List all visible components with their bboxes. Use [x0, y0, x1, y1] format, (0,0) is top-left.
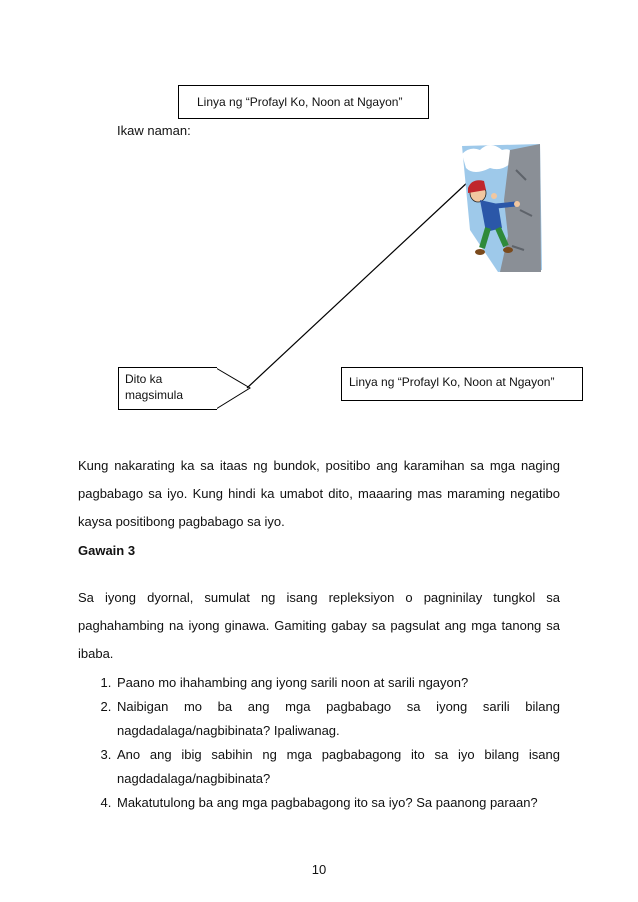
question-list: [78, 671, 560, 815]
page-number: 10: [311, 862, 327, 877]
list-item: 4. Makatutulong ba ang mga pagbabagong ito sa iyo? Sa paanong paraan?: [115, 791, 560, 815]
bottom-profile-line-label: [341, 367, 583, 401]
start-here-label: Dito ka magsimula: [125, 372, 184, 402]
list-item: 1. Paano mo ihahambing ang iyong sarili noon at sarili ngayon?: [115, 671, 560, 695]
reflection-questions: [78, 671, 560, 815]
list-item: 3. Ano ang ibig sabihin ng mga pagbabagong ito sa iyo bilang isang nagdadalaga/nagbibinata?: [115, 743, 560, 791]
progress-line: [247, 180, 470, 388]
summary-paragraph: Kung nakarating ka sa itaas ng bundok, positibo ang karamihan sa mga naging pagbabago sa iyo. Kung hindi ka umabot dito, maaaring mas maraming negatibo kaysa positibong pagbabago sa iyo.: [78, 458, 560, 529]
gawain-heading: Gawain 3: [78, 543, 136, 558]
start-here-box: [118, 367, 217, 410]
start-box-pointer: [216, 368, 250, 409]
top-profile-line-label-text: Linya ng “Profayl Ko, Noon at Ngayon”: [197, 95, 403, 109]
gawain-intro: Sa iyong dyornal, sumulat ng isang repleksiyon o pagninilay tungkol sa paghahambing na iyong ginawa. Gamiting gabay sa pagsulat ang mga tanong sa ibaba.: [78, 590, 560, 661]
ikaw-naman-label: Ikaw naman:: [117, 123, 191, 138]
mountain-climber-icon: [462, 144, 542, 272]
list-item: 2. Naibigan mo ba ang mga pagbabago sa iyong sarili bilang nagdadalaga/nagbibinata? Ipaliwanag.: [115, 695, 560, 743]
top-profile-line-label: [178, 85, 429, 119]
bottom-profile-line-label-text: Linya ng “Profayl Ko, Noon at Ngayon”: [349, 375, 555, 389]
